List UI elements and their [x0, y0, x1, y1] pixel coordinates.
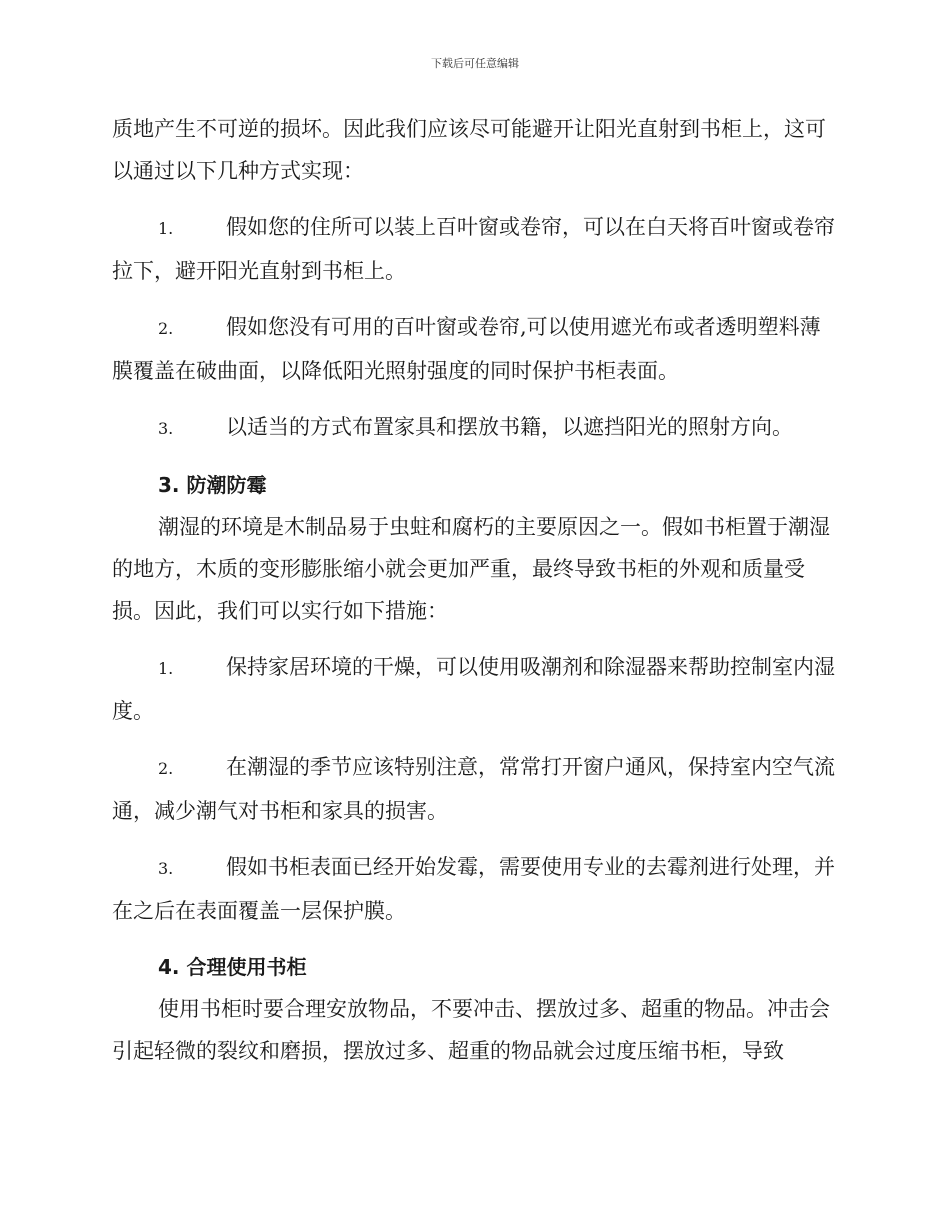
list-number: 2.	[158, 319, 174, 338]
list-number: 2.	[158, 759, 174, 778]
list-item-text: 假如书柜表面已经开始发霉，需要使用专业的去霉剂进行处理，并在之后在表面覆盖一层保护膜。	[112, 855, 835, 923]
paragraph: 潮湿的环境是木制品易于虫蛀和腐朽的主要原因之一。假如书柜置于潮湿的地方，木质的变形膨胀缩小就会更加严重，最终导致书柜的外观和质量受损。因此，我们可以实行如下措施：	[112, 515, 830, 623]
list-number: 3.	[158, 859, 174, 878]
list-number: 3.	[158, 419, 174, 438]
list-item	[112, 646, 840, 732]
section-heading: 4. 合理使用书柜	[158, 955, 307, 979]
list-number: 1.	[158, 219, 174, 238]
list-item	[112, 206, 840, 292]
list-item-text: 假如您的住所可以装上百叶窗或卷帘，可以在白天将百叶窗或卷帘拉下，避开阳光直射到书柜上。	[112, 215, 835, 283]
list-item	[112, 406, 840, 450]
section-heading: 3. 防潮防霉	[158, 473, 267, 497]
list-item	[112, 846, 840, 932]
list-item	[112, 306, 840, 392]
list-item	[112, 746, 840, 832]
document-body	[112, 108, 840, 1076]
list-item-text: 保持家居环境的干燥，可以使用吸潮剂和除湿器来帮助控制室内湿度。	[112, 655, 835, 723]
list-item-text: 在潮湿的季节应该特别注意，常常打开窗户通风，保持室内空气流通，减少潮气对书柜和家具的损害。	[112, 755, 835, 823]
list-number: 1.	[158, 659, 174, 678]
list-item-text: 假如您没有可用的百叶窗或卷帘,可以使用遮光布或者透明塑料薄膜覆盖在破曲面，以降低阳光照射强度的同时保护书柜表面。	[112, 315, 821, 383]
page-header: 下载后可任意编辑	[431, 57, 519, 70]
paragraph: 使用书柜时要合理安放物品，不要冲击、摆放过多、超重的物品。冲击会引起轻微的裂纹和磨损，摆放过多、超重的物品就会过度压缩书柜，导致	[112, 997, 830, 1063]
list-item-text: 以适当的方式布置家具和摆放书籍，以遮挡阳光的照射方向。	[226, 415, 793, 439]
paragraph-continuation: 质地产生不可逆的损坏。因此我们应该尽可能避开让阳光直射到书柜上，这可以通过以下几种方式实现：	[112, 117, 826, 183]
